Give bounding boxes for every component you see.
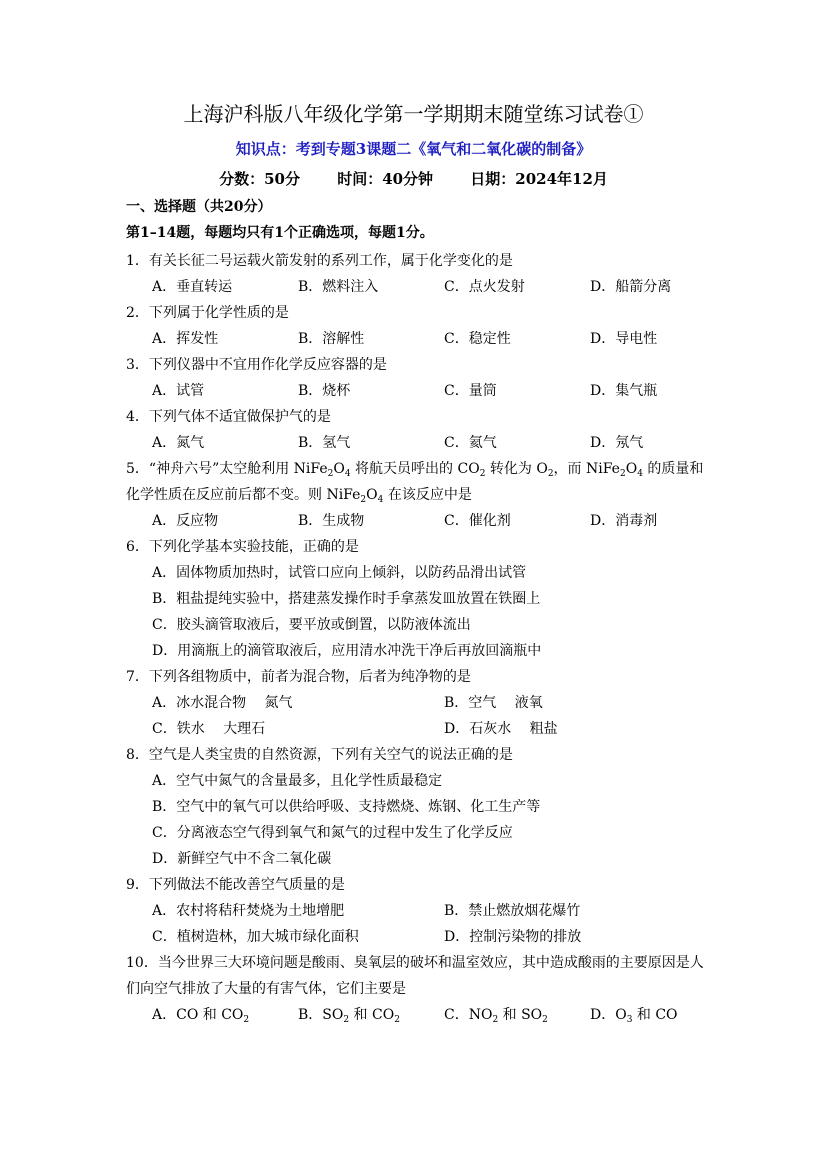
exam-title: 上海沪科版八年级化学第一学期期末随堂练习试卷① bbox=[183, 102, 644, 126]
question-8-options bbox=[126, 768, 706, 872]
q10-text: 和 SO bbox=[498, 1007, 543, 1023]
q10-text: 和 CO bbox=[349, 1007, 395, 1023]
question-list bbox=[126, 248, 706, 1028]
option-c: C．稳定性 bbox=[444, 331, 511, 347]
q5-text: 将航天员呼出的 CO bbox=[350, 461, 480, 477]
question-9-options-row-2 bbox=[126, 924, 706, 950]
question-6-options bbox=[126, 560, 706, 664]
question-7-options-row-1 bbox=[126, 690, 706, 716]
question-4-options bbox=[126, 430, 706, 456]
option-b: B．禁止燃放烟花爆竹 bbox=[444, 903, 581, 919]
question-9-options-row-1 bbox=[126, 898, 706, 924]
option-a: A．空气中氮气的含量最多，且化学性质最稳定 bbox=[152, 773, 443, 789]
q5-text: 5．“神舟六号”太空舱利用 NiFe bbox=[126, 461, 328, 477]
option-a: A．反应物 bbox=[152, 513, 219, 529]
section-instruction: 第1–14题，每题均只有1个正确选项，每题1分。 bbox=[126, 225, 434, 241]
option-d: D．消毒剂 bbox=[590, 513, 658, 529]
option-b: B．生成物 bbox=[298, 513, 365, 529]
q5-text: 化学性质在反应前后都不变。则 NiFe bbox=[126, 487, 361, 503]
option-d: D．氖气 bbox=[590, 435, 644, 451]
option-d: D．控制污染物的排放 bbox=[444, 929, 582, 945]
option-d bbox=[590, 1002, 678, 1028]
option-a: A．氮气 bbox=[152, 435, 205, 451]
option-c: C．铁水 大理石 bbox=[152, 721, 266, 737]
q5-sub: 2 bbox=[479, 469, 486, 479]
q10-text: D．O bbox=[590, 1007, 627, 1023]
option-c: C．点火发射 bbox=[444, 279, 525, 295]
option-a: A．试管 bbox=[152, 383, 205, 399]
option-d: D．用滴瓶上的滴管取液后，应用清水冲洗干净后再放回滴瓶中 bbox=[152, 643, 542, 659]
q10-text: B．SO bbox=[298, 1007, 344, 1023]
question-5-stem-line-2 bbox=[126, 482, 706, 508]
q5-sub: 2 bbox=[327, 469, 334, 479]
q5-text: O bbox=[625, 461, 638, 477]
q5-sub: 4 bbox=[344, 469, 351, 479]
q10-sub: 2 bbox=[343, 1015, 350, 1025]
question-2-options bbox=[126, 326, 706, 352]
q5-text: 的质量和 bbox=[642, 461, 704, 477]
question-8-stem: 8．空气是人类宝贵的自然资源，下列有关空气的说法正确的是 bbox=[126, 747, 513, 763]
q10-sub: 2 bbox=[542, 1015, 548, 1025]
q5-sub: 2 bbox=[360, 495, 367, 505]
knowledge-point: 知识点：考到专题3课题二《氧气和二氧化碳的制备》 bbox=[235, 140, 592, 158]
option-a: A．冰水混合物 氮气 bbox=[152, 695, 293, 711]
option-c: C．分离液态空气得到氧气和氮气的过程中发生了化学反应 bbox=[152, 825, 513, 841]
question-1-stem: 1．有关长征二号运载火箭发射的系列工作，属于化学变化的是 bbox=[126, 253, 513, 269]
q10-text: A．CO 和 CO bbox=[152, 1007, 244, 1023]
q10-sub: 2 bbox=[243, 1015, 250, 1025]
q5-sub: 4 bbox=[637, 469, 643, 479]
question-7-stem: 7．下列各组物质中，前者为混合物，后者为纯净物的是 bbox=[126, 669, 471, 685]
option-d: D．船箭分离 bbox=[590, 279, 672, 295]
option-d: D．新鲜空气中不含二氧化碳 bbox=[152, 851, 332, 867]
q5-sub: 4 bbox=[377, 495, 384, 505]
option-b: B．溶解性 bbox=[298, 331, 365, 347]
question-10-options bbox=[126, 1002, 706, 1028]
question-5-stem-line-1 bbox=[126, 456, 706, 482]
option-a: A．垂直转运 bbox=[152, 279, 233, 295]
question-9-stem: 9．下列做法不能改善空气质量的是 bbox=[126, 877, 345, 893]
q5-text: ，而 NiFe bbox=[553, 461, 620, 477]
q10-sub: 2 bbox=[492, 1015, 499, 1025]
option-d: D．导电性 bbox=[590, 331, 658, 347]
question-10-stem: 10．当今世界三大环境问题是酸雨、臭氧层的破坏和温室效应，其中造成酸雨的主要原因是人们向空气排放了大量的有害气体，它们主要是 bbox=[126, 955, 704, 997]
option-b bbox=[298, 1002, 444, 1028]
option-d: D．石灰水 粗盐 bbox=[444, 721, 558, 737]
option-c: C．植树造林，加大城市绿化面积 bbox=[152, 929, 359, 945]
question-7-options-row-2 bbox=[126, 716, 706, 742]
option-a: A．农村将秸秆焚烧为土地增肥 bbox=[152, 903, 345, 919]
q10-sub: 2 bbox=[394, 1015, 400, 1025]
option-a: A．挥发性 bbox=[152, 331, 219, 347]
option-b: B．烧杯 bbox=[298, 383, 351, 399]
question-1-options bbox=[126, 274, 706, 300]
question-2-stem: 2．下列属于化学性质的是 bbox=[126, 305, 289, 321]
q5-text: 在该反应中是 bbox=[383, 487, 472, 503]
option-b: B．燃料注入 bbox=[298, 279, 379, 295]
question-6-stem: 6．下列化学基本实验技能，正确的是 bbox=[126, 539, 359, 555]
option-c bbox=[444, 1002, 590, 1028]
q5-text: 转化为 O bbox=[485, 461, 548, 477]
exam-info bbox=[0, 168, 827, 190]
score-text: 分数：50分 bbox=[219, 170, 300, 188]
option-b: B．空气 液氧 bbox=[444, 695, 543, 711]
option-a: A．固体物质加热时，试管口应向上倾斜，以防药品滑出试管 bbox=[152, 565, 527, 581]
option-c: C．胶头滴管取液后，要平放或倒置，以防液体流出 bbox=[152, 617, 471, 633]
option-c: C．量筒 bbox=[444, 383, 497, 399]
q5-sub: 2 bbox=[547, 469, 554, 479]
option-b: B．粗盐提纯实验中，搭建蒸发操作时手拿蒸发皿放置在铁圈上 bbox=[152, 591, 541, 607]
q10-text: 和 CO bbox=[632, 1007, 678, 1023]
q5-sub: 2 bbox=[619, 469, 626, 479]
q5-text: O bbox=[366, 487, 378, 503]
time-text: 时间：40分钟 bbox=[337, 170, 434, 188]
q5-text: O bbox=[333, 461, 345, 477]
section-heading: 一、选择题（共20分） bbox=[126, 199, 272, 215]
question-3-options bbox=[126, 378, 706, 404]
option-b: B．空气中的氧气可以供给呼吸、支持燃烧、炼钢、化工生产等 bbox=[152, 799, 541, 815]
option-d: D．集气瓶 bbox=[590, 383, 658, 399]
question-4-stem: 4．下列气体不适宜做保护气的是 bbox=[126, 409, 331, 425]
option-a bbox=[152, 1002, 298, 1028]
question-5-options bbox=[126, 508, 706, 534]
question-3-stem: 3．下列仪器中不宜用作化学反应容器的是 bbox=[126, 357, 387, 373]
q10-sub: 3 bbox=[626, 1015, 633, 1025]
option-c: C．催化剂 bbox=[444, 513, 511, 529]
option-c: C．氦气 bbox=[444, 435, 497, 451]
option-b: B．氢气 bbox=[298, 435, 351, 451]
q10-text: C．NO bbox=[444, 1007, 493, 1023]
date-text: 日期：2024年12月 bbox=[470, 170, 608, 188]
